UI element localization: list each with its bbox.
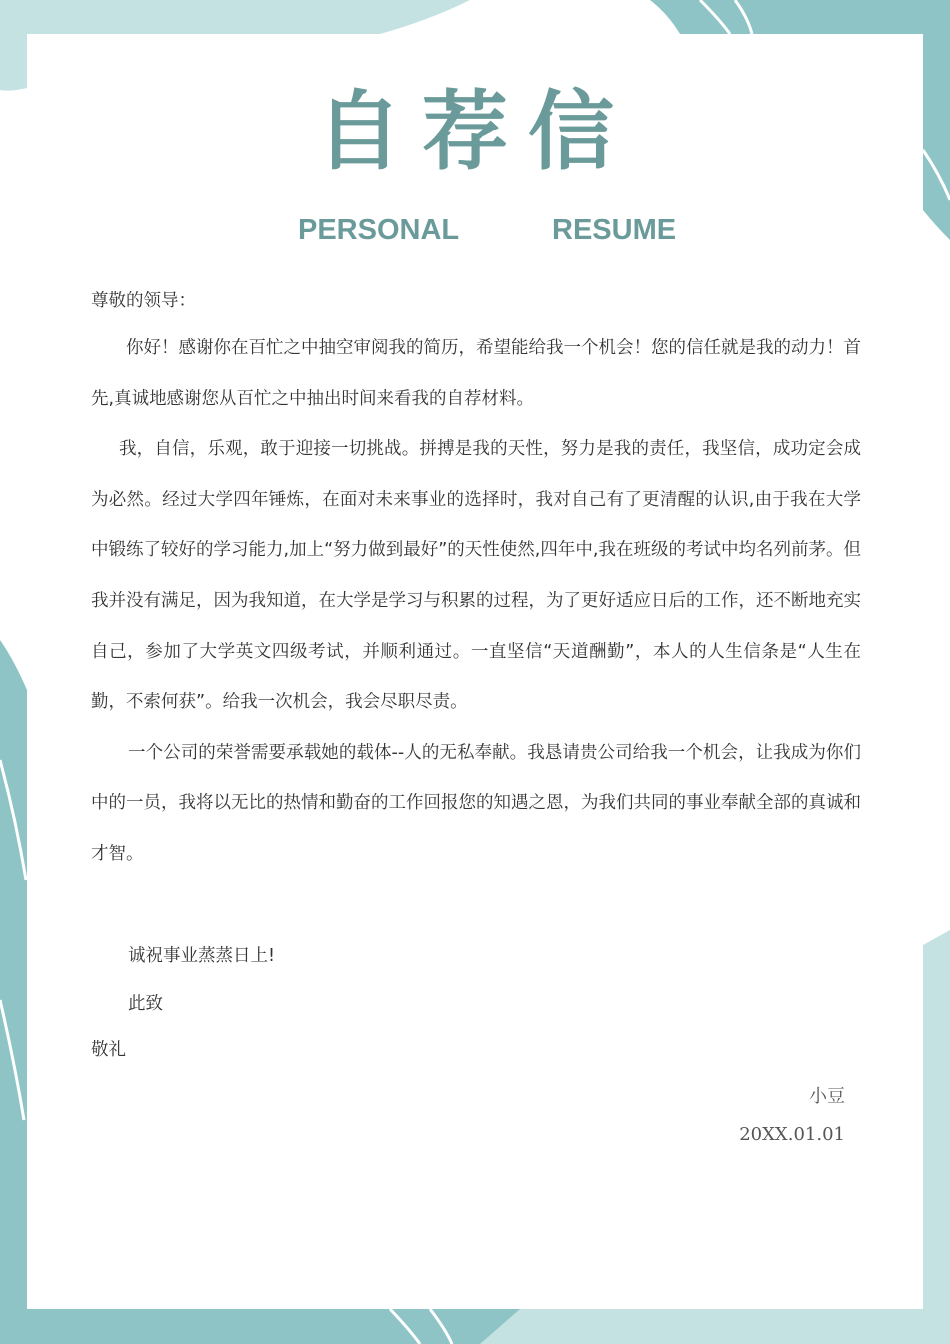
- signature: 小豆: [809, 1086, 845, 1107]
- paragraph-greeting: 你好！感谢你在百忙之中抽空审阅我的简历，希望能给我一个机会！您的信任就是我的动力！首先,真诚地感谢您从百忙之中抽出时间来看我的自荐材料。: [91, 338, 861, 409]
- paragraph-request: 一个公司的荣誉需要承载她的载体--人的无私奉献。我恳请贵公司给我一个机会，让我成为你们中的一员，我将以无比的热情和勤奋的工作回报您的知遇之恩，为我们共同的事业奉献全部的真诚和才智。: [91, 742, 861, 864]
- salutation: 尊敬的领导：: [91, 291, 196, 311]
- wish-line: 诚祝事业蒸蒸日上!: [128, 946, 276, 966]
- closing-line: 此致: [128, 994, 163, 1014]
- date: 20XX.01.01: [739, 1124, 845, 1145]
- subtitle-resume: RESUME: [552, 214, 677, 246]
- page-title: 自荐信: [316, 82, 634, 182]
- regards-line: 敬礼: [91, 1040, 126, 1060]
- letter-body: [91, 323, 861, 880]
- subtitle-personal: PERSONAL: [298, 214, 460, 246]
- paragraph-self-intro: 我，自信，乐观，敢于迎接一切挑战。拼搏是我的天性，努力是我的责任，我坚信，成功定会成为必然。经过大学四年锤炼，在面对未来事业的选择时，我对自己有了更清醒的认识,由于我在大学中锻练了较好的学习能力,加上“努力做到最好”的天性使然,四年中,我在班级的考试中均名列前茅。但我并没有满足，因为我知道，在大学是学习与积累的过程，为了更好适应日后的工作，还不断地充实自己，参加了大学英文四级考试，并顺利通过。一直坚信“天道酬勤”，本人的人生信条是“人生在勤，不索何获”。给我一次机会，我会尽职尽责。: [91, 439, 861, 713]
